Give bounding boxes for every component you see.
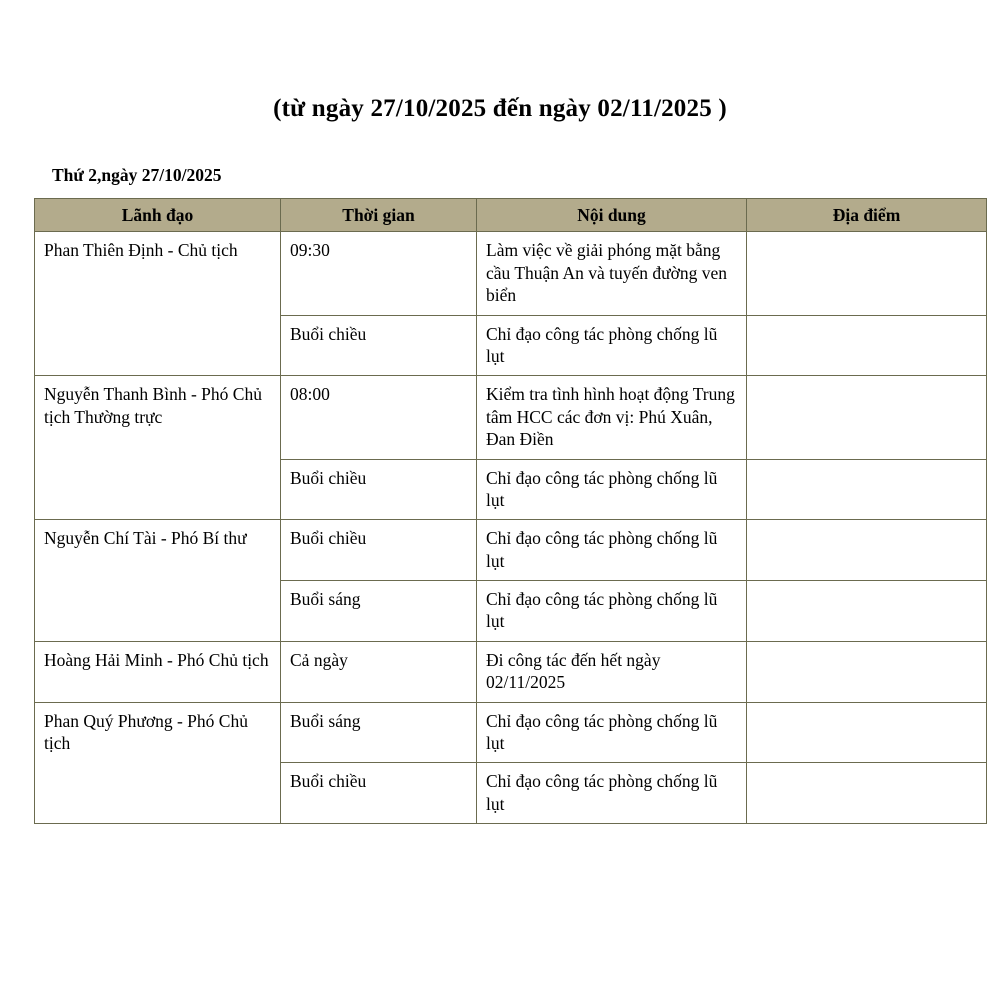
cell-content: Chỉ đạo công tác phòng chống lũ lụt xyxy=(477,520,747,581)
cell-time: Buổi chiều xyxy=(281,763,477,824)
table-body xyxy=(35,232,987,824)
cell-time: Buổi sáng xyxy=(281,581,477,642)
cell-time: Cả ngày xyxy=(281,641,477,702)
cell-place xyxy=(747,520,987,581)
cell-place xyxy=(747,376,987,459)
cell-content: Làm việc về giải phóng mặt bằng cầu Thuận An và tuyến đường ven biển xyxy=(477,232,747,315)
table-row xyxy=(35,641,987,702)
cell-content: Chỉ đạo công tác phòng chống lũ lụt xyxy=(477,315,747,376)
cell-content: Chỉ đạo công tác phòng chống lũ lụt xyxy=(477,763,747,824)
table-row xyxy=(35,232,987,315)
cell-time: 09:30 xyxy=(281,232,477,315)
cell-leader: Phan Quý Phương - Phó Chủ tịch xyxy=(35,702,281,824)
cell-place xyxy=(747,702,987,763)
day-heading: Thứ 2,ngày 27/10/2025 xyxy=(52,165,222,185)
table-header xyxy=(35,199,987,232)
schedule-table xyxy=(34,198,987,824)
cell-time: Buổi chiều xyxy=(281,315,477,376)
cell-place xyxy=(747,581,987,642)
cell-content: Chỉ đạo công tác phòng chống lũ lụt xyxy=(477,581,747,642)
cell-content: Chỉ đạo công tác phòng chống lũ lụt xyxy=(477,459,747,520)
cell-leader: Nguyễn Thanh Bình - Phó Chủ tịch Thường trực xyxy=(35,376,281,520)
cell-place xyxy=(747,315,987,376)
table-header-row xyxy=(35,199,987,232)
cell-content: Đi công tác đến hết ngày 02/11/2025 xyxy=(477,641,747,702)
cell-leader: Hoàng Hải Minh - Phó Chủ tịch xyxy=(35,641,281,702)
table-row xyxy=(35,376,987,459)
cell-time: Buổi sáng xyxy=(281,702,477,763)
cell-place xyxy=(747,459,987,520)
cell-place xyxy=(747,763,987,824)
page-title: (từ ngày 27/10/2025 đến ngày 02/11/2025 ) xyxy=(273,95,727,122)
column-header-leader: Lãnh đạo xyxy=(35,199,281,232)
cell-content: Kiểm tra tình hình hoạt động Trung tâm HCC các đơn vị: Phú Xuân, Đan Điền xyxy=(477,376,747,459)
cell-time: Buổi chiều xyxy=(281,520,477,581)
cell-content: Chỉ đạo công tác phòng chống lũ lụt xyxy=(477,702,747,763)
table-row xyxy=(35,520,987,581)
column-header-place: Địa điểm xyxy=(747,199,987,232)
table-row xyxy=(35,702,987,763)
column-header-time: Thời gian xyxy=(281,199,477,232)
cell-place xyxy=(747,641,987,702)
cell-leader: Phan Thiên Định - Chủ tịch xyxy=(35,232,281,376)
cell-leader: Nguyễn Chí Tài - Phó Bí thư xyxy=(35,520,281,642)
column-header-content: Nội dung xyxy=(477,199,747,232)
cell-place xyxy=(747,232,987,315)
cell-time: 08:00 xyxy=(281,376,477,459)
cell-time: Buổi chiều xyxy=(281,459,477,520)
